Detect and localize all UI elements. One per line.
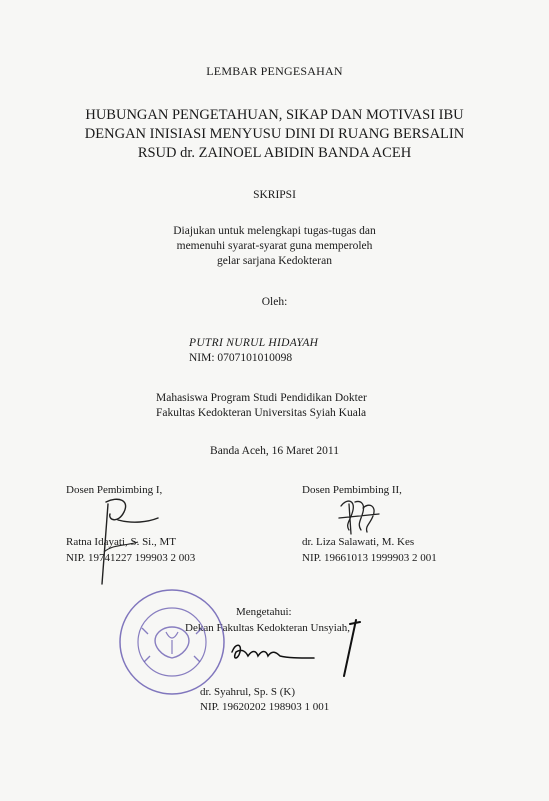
supervisor1-nip: NIP. 19741227 199903 2 003 [66,552,196,564]
supervisor2-signature [335,494,383,538]
thesis-title-line-2: DENGAN INISIASI MENYUSU DINI DI RUANG BERSALIN [84,126,465,142]
program-line-1: Mahasiswa Program Studi Pendidikan Dokter [156,392,367,404]
approval-role: Dekan Fakultas Kedokteran Unsyiah, [185,622,350,634]
student-nim: NIM: 0707101010098 [189,352,293,364]
approval-label: Mengetahui: [236,606,292,618]
by-label: Oleh: [261,296,288,308]
student-name: PUTRI NURUL HIDAYAH [189,337,319,349]
supervisor1-signature [78,494,168,594]
thesis-title-line-1: HUBUNGAN PENGETAHUAN, SIKAP DAN MOTIVASI IBU [85,107,464,123]
supervisor1-name: Ratna Idayati, S. Si., MT [66,536,176,548]
approval-nip: NIP. 19620202 198903 1 001 [200,701,330,713]
program-line-2: Fakultas Kedokteran Universitas Syiah Kuala [156,407,367,419]
page-header: LEMBAR PENGESAHAN [206,64,343,78]
purpose-line-2: memenuhi syarat-syarat guna memperoleh [176,240,373,252]
approval-name: dr. Syahrul, Sp. S (K) [200,686,296,698]
supervisor2-name: dr. Liza Salawati, M. Kes [302,536,415,548]
supervisor1-role: Dosen Pembimbing I, [66,484,163,496]
supervisor2-nip: NIP. 19661013 1999903 2 001 [302,552,437,564]
faculty-stamp [118,588,226,696]
purpose-line-3: gelar sarjana Kedokteran [217,255,332,267]
dean-signature [228,612,378,682]
purpose-line-1: Diajukan untuk melengkapi tugas-tugas dan [173,225,376,237]
place-date: Banda Aceh, 16 Maret 2011 [210,445,339,457]
thesis-title-line-3: RSUD dr. ZAINOEL ABIDIN BANDA ACEH [137,145,412,161]
document-type: SKRIPSI [253,189,296,201]
supervisor2-role: Dosen Pembimbing II, [302,484,402,496]
